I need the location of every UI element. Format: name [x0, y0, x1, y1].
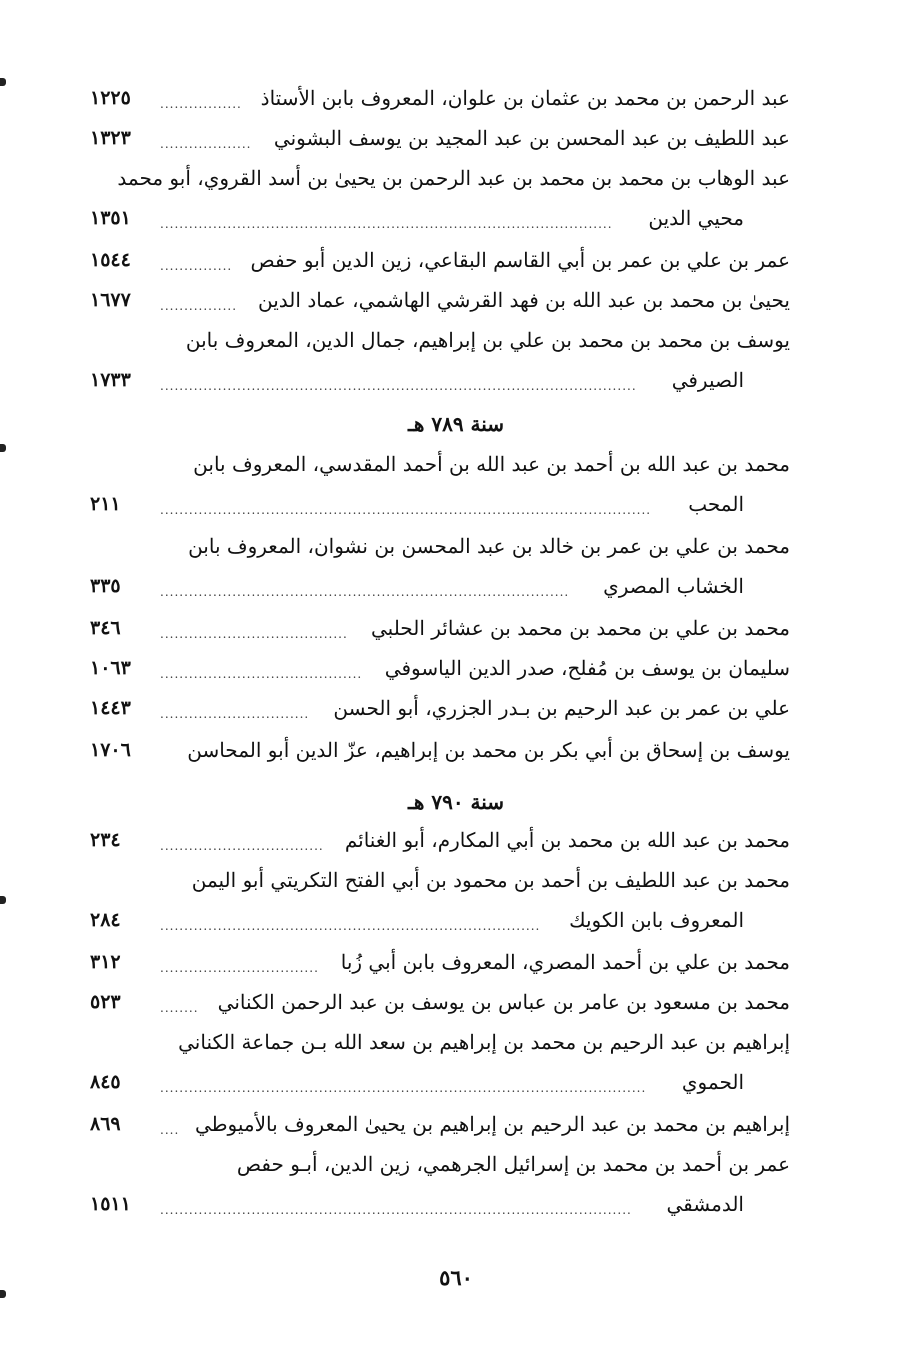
entry-name: محمد بن عبد الله بن أحمد بن عبد الله بن أحمد المقدسي، المعروف بابن: [193, 452, 790, 476]
leader-dots: ..................................: [160, 839, 324, 853]
year-heading: سنة ٧٩٠ هـ: [407, 790, 505, 814]
leader-dots: .......................................: [160, 627, 348, 641]
entry-name: سليمان بن يوسف بن مُفلح، صدر الدين الياسوفي: [384, 656, 790, 680]
entry-name: إبراهيم بن عبد الرحيم بن محمد بن إبراهيم بن سعد الله بـن جماعة الكناني: [178, 1030, 790, 1054]
page-reference-number: ١٧٣٣: [90, 369, 131, 391]
entry-name: محمد بن عبد اللطيف بن أحمد بن محمود بن أبي الفتح التكريتي أبو اليمن: [191, 868, 790, 892]
page-number: ٥٦٠: [439, 1265, 473, 1290]
year-heading: سنة ٧٨٩ هـ: [407, 412, 505, 436]
entry-name: محمد بن علي بن عمر بن خالد بن عبد المحسن بن نشوان، المعروف بابن: [188, 534, 790, 558]
entry-name: يحيىٰ بن محمد بن عبد الله بن فهد القرشي الهاشمي، عماد الدين: [258, 288, 790, 312]
leader-dots: ...............: [160, 259, 233, 273]
entry-name: محمد بن علي بن محمد بن محمد بن عشائر الحلبي: [370, 616, 790, 640]
scan-edge-mark: [0, 78, 6, 86]
leader-dots: ................: [160, 299, 238, 313]
index-entry: [90, 320, 790, 400]
leader-dots: ........: [160, 1001, 199, 1015]
entry-name: عمر بن أحمد بن محمد بن إسرائيل الجرهمي، زين الدين، أبـو حفص: [236, 1152, 790, 1176]
index-entry: [90, 982, 790, 1022]
index-entry: [90, 942, 790, 982]
leader-dots: ......................................................................................................: [160, 503, 652, 517]
entry-name: عمر بن علي بن عمر بن أبي القاسم البقاعي، زين الدين أبو حفص: [250, 248, 790, 272]
entry-name-continued: الدمشقي: [666, 1192, 744, 1216]
leader-dots: ...............................................................................: [160, 919, 541, 933]
scan-edge-mark: [0, 896, 6, 904]
index-entry: [90, 860, 790, 940]
page-reference-number: ٥٢٣: [90, 991, 121, 1013]
entry-name: محمد بن مسعود بن عامر بن عباس بن يوسف بن عبد الرحمن الكناني: [217, 990, 790, 1014]
entry-name: إبراهيم بن محمد بن عبد الرحيم بن إبراهيم بن يحيىٰ المعروف بالأميوطي: [194, 1112, 790, 1136]
entry-name: عبد الرحمن بن محمد بن عثمان بن علوان، المعروف بابن الأستاذ: [260, 86, 790, 110]
leader-dots: ..............................................................................................: [160, 217, 613, 231]
index-entry: [90, 1144, 790, 1224]
entry-name: يوسف بن محمد بن محمد بن علي بن إبراهيم، جمال الدين، المعروف بابن: [185, 328, 790, 352]
page-reference-number: ٣١٢: [90, 951, 121, 973]
index-entry: [90, 608, 790, 648]
index-entry: [90, 78, 790, 118]
page-reference-number: ١٢٢٥: [90, 87, 131, 109]
page-reference-number: ٢٨٤: [90, 909, 121, 931]
index-entry: [90, 1104, 790, 1144]
entry-name-continued: الحموي: [681, 1070, 744, 1094]
index-entry: [90, 648, 790, 688]
entry-name-continued: محيي الدين: [648, 206, 744, 230]
leader-dots: ...............................: [160, 707, 310, 721]
entry-name-continued: المحب: [688, 492, 744, 516]
leader-dots: .................................: [160, 961, 319, 975]
index-entry: [90, 688, 790, 728]
entry-name: علي بن عمر بن عبد الرحيم بن بـدر الجزري، أبو الحسن: [333, 696, 790, 720]
index-entry: [90, 240, 790, 280]
entry-name: محمد بن عبد الله بن محمد بن أبي المكارم، أبو الغنائم: [344, 828, 790, 852]
entry-name-continued: الصيرفي: [671, 368, 744, 392]
index-entry: [90, 280, 790, 320]
leader-dots: ..................................................................................................: [160, 1203, 632, 1217]
entry-name: يوسف بن إسحاق بن أبي بكر بن محمد بن إبراهيم، عزّ الدين أبو المحاسن: [187, 738, 790, 762]
leader-dots: .....................................................................................: [160, 585, 570, 599]
index-entry: [90, 526, 790, 606]
leader-dots: ...................: [160, 137, 252, 151]
index-entry: [90, 118, 790, 158]
leader-dots: ....: [160, 1123, 180, 1137]
page-reference-number: ٣٤٦: [90, 617, 121, 639]
leader-dots: ..........................................: [160, 667, 363, 681]
page-reference-number: ٨٤٥: [90, 1071, 121, 1093]
page-reference-number: ٢١١: [90, 493, 121, 515]
scan-edge-mark: [0, 444, 6, 452]
leader-dots: ...................................................................................................: [160, 379, 637, 393]
page-reference-number: ١٣٥١: [90, 207, 131, 229]
entry-name: محمد بن علي بن أحمد المصري، المعروف بابن أبي زُبا: [340, 950, 790, 974]
page-reference-number: ١٧٠٦: [90, 739, 131, 761]
page-reference-number: ١٤٤٣: [90, 697, 131, 719]
page-reference-number: ٣٣٥: [90, 575, 121, 597]
page-reference-number: ١٥٤٤: [90, 249, 131, 271]
page-reference-number: ١٠٦٣: [90, 657, 131, 679]
entry-name: عبد الوهاب بن محمد بن محمد بن عبد الرحمن بن يحيىٰ بن أسد القروي، أبو محمد: [117, 166, 790, 190]
index-entry: [90, 444, 790, 524]
leader-dots: .....................................................................................................: [160, 1081, 647, 1095]
index-entry: [90, 820, 790, 860]
page-reference-number: ١٣٢٣: [90, 127, 131, 149]
entry-name: عبد اللطيف بن عبد المحسن بن عبد المجيد بن يوسف البشوني: [273, 126, 790, 150]
leader-dots: .................: [160, 97, 242, 111]
index-entry: [90, 730, 790, 770]
index-entry: [90, 158, 790, 238]
page-reference-number: ٢٣٤: [90, 829, 121, 851]
page-reference-number: ١٥١١: [90, 1193, 131, 1215]
index-entry: [90, 1022, 790, 1102]
entry-name-continued: الخشاب المصري: [603, 574, 744, 598]
scan-edge-mark: [0, 1290, 6, 1298]
entry-name-continued: المعروف بابن الكويك: [569, 908, 744, 932]
page-reference-number: ١٦٧٧: [90, 289, 131, 311]
page-reference-number: ٨٦٩: [90, 1113, 121, 1135]
